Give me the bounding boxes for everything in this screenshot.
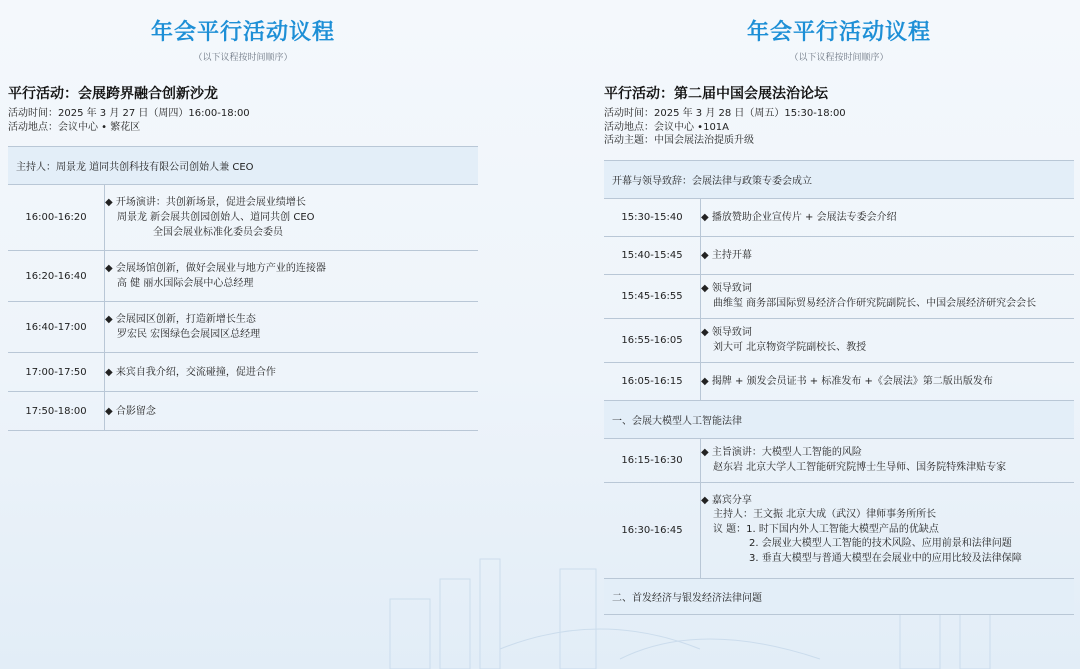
- table-row: [604, 318, 1074, 362]
- table-row: [8, 392, 478, 431]
- table-row: [604, 362, 1074, 400]
- table-row: [604, 236, 1074, 274]
- section-heading: 二、首发经济与银发经济法律问题: [604, 578, 1074, 614]
- agenda-item: ◆ 合影留念: [105, 405, 156, 417]
- table-row: [604, 438, 1074, 482]
- table-row: [8, 185, 478, 251]
- right-agenda-page: [604, 0, 1074, 615]
- row-time: 16:00-16:20: [8, 185, 105, 251]
- agenda-item: ◆ 领导致词: [701, 283, 752, 294]
- agenda-item: ◆ 会展园区创新，打造新增长生态: [105, 314, 256, 325]
- moderator: 主持人：王文振 北京大成（武汉）律师事务所所长: [713, 509, 937, 521]
- table-row: [8, 251, 478, 302]
- left-agenda-page: [8, 0, 478, 431]
- row-time: 15:30-15:40: [604, 198, 701, 236]
- topic: 议 题：1. 时下国内外人工智能大模型产品的优缺点: [713, 523, 939, 535]
- row-time: 15:40-15:45: [604, 236, 701, 274]
- row-time: 16:15-16:30: [604, 438, 701, 482]
- activity-title: 平行活动：第二届中国会展法治论坛: [604, 86, 828, 102]
- speaker-title: 全国会展业标准化委员会委员: [153, 227, 283, 238]
- table-row: [8, 353, 478, 392]
- row-time: 16:20-16:40: [8, 251, 105, 302]
- row-time: 15:45-16:55: [604, 274, 701, 318]
- activity-title: 平行活动：会展跨界融合创新沙龙: [8, 86, 218, 102]
- agenda-item: ◆ 会展场馆创新，做好会展业与地方产业的连接器: [105, 263, 326, 274]
- table-row: [604, 274, 1074, 318]
- row-time: 17:50-18:00: [8, 392, 105, 431]
- agenda-table: [604, 160, 1074, 615]
- row-time: 16:55-16:05: [604, 318, 701, 362]
- agenda-item: ◆ 领导致词: [701, 327, 752, 338]
- section-row: [604, 578, 1074, 614]
- agenda-item: ◆ 嘉宾分享: [701, 494, 752, 506]
- speaker: 刘大可 北京物资学院副校长、教授: [713, 342, 867, 353]
- speaker: 罗宏民 宏图绿色会展园区总经理: [117, 329, 261, 340]
- agenda-item: ◆ 主持开幕: [701, 249, 752, 261]
- section-row: [604, 160, 1074, 198]
- page-title: 年会平行活动议程: [150, 20, 335, 45]
- section-heading: 开幕与领导致辞：会展法律与政策专委会成立: [604, 160, 1074, 198]
- row-time: 16:05-16:15: [604, 362, 701, 400]
- table-row: [604, 482, 1074, 578]
- speaker: 曲维玺 商务部国际贸易经济合作研究院副院长、中国会展经济研究会会长: [713, 298, 1037, 309]
- table-row: [604, 198, 1074, 236]
- activity-time: 活动时间：2025 年 3 月 27 日（周四）16:00-18:00: [8, 108, 250, 119]
- activity-place: 活动地点：会议中心 • 繁花区: [8, 121, 141, 133]
- activity-theme: 活动主题：中国会展法治提质升级: [604, 135, 754, 146]
- row-time: 16:40-17:00: [8, 302, 105, 353]
- agenda-item: ◆ 播放赞助企业宣传片 + 会展法专委会介绍: [701, 211, 897, 223]
- section-heading: 一、会展大模型人工智能法律: [604, 400, 1074, 438]
- agenda-item: ◆ 主旨演讲：大模型人工智能的风险: [701, 447, 862, 458]
- agenda-item: ◆ 开场演讲：共创新场景，促进会展业绩增长: [105, 197, 306, 208]
- table-row: [8, 302, 478, 353]
- activity-time: 活动时间：2025 年 3 月 28 日（周五）15:30-18:00: [604, 108, 846, 119]
- page-title: 年会平行活动议程: [746, 20, 931, 45]
- host-row: [8, 147, 478, 185]
- row-time: 16:30-16:45: [604, 482, 701, 578]
- activity-place: 活动地点：会议中心 •101A: [604, 121, 730, 133]
- row-time: 17:00-17:50: [8, 353, 105, 392]
- page-subtitle: （以下议程按时间顺序）: [789, 53, 889, 63]
- section-row: [604, 400, 1074, 438]
- speaker: 赵东岩 北京大学人工智能研究院博士生导师、国务院特殊津贴专家: [713, 462, 1007, 473]
- topic: 3. 垂直大模型与普通大模型在会展业中的应用比较及法律保障: [749, 552, 1022, 564]
- topic: 2. 会展业大模型人工智能的技术风险、应用前景和法律问题: [749, 538, 1012, 550]
- agenda-table: [8, 146, 478, 431]
- host-text: 主持人：周景龙 道同共创科技有限公司创始人兼 CEO: [8, 147, 478, 185]
- agenda-item: ◆ 来宾自我介绍，交流碰撞，促进合作: [105, 366, 276, 378]
- speaker: 周景龙 新会展共创园创始人、道同共创 CEO: [117, 212, 315, 223]
- agenda-item: ◆ 揭牌 + 颁发会员证书 + 标准发布 +《会展法》第二版出版发布: [701, 375, 993, 387]
- page-subtitle: （以下议程按时间顺序）: [193, 53, 293, 63]
- speaker: 高 健 丽水国际会展中心总经理: [117, 278, 254, 289]
